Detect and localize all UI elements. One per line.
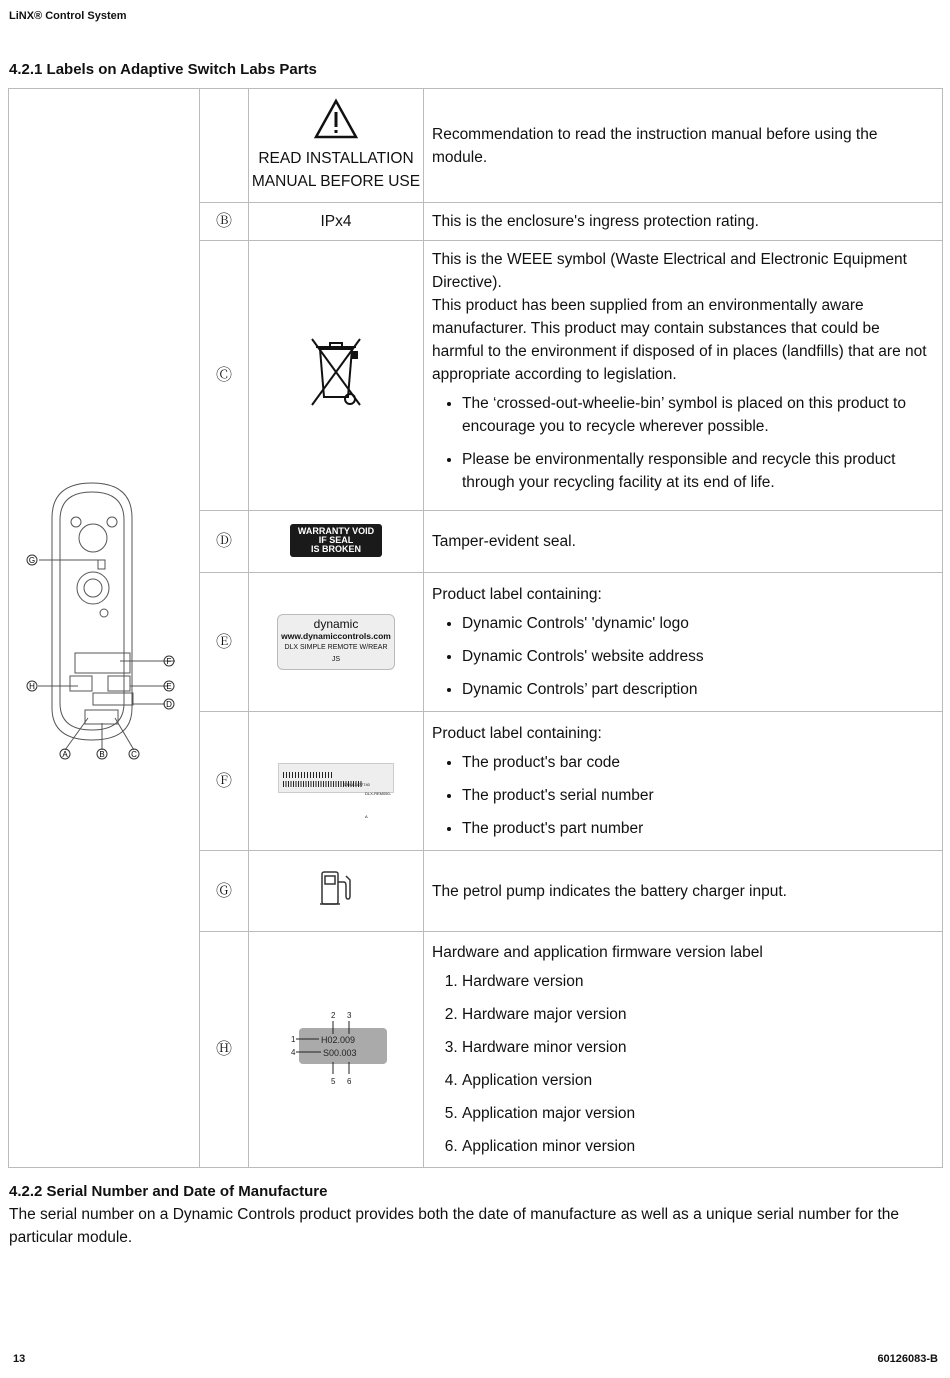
diagram-letter: G bbox=[28, 556, 36, 565]
row-letter: Ⓖ bbox=[200, 851, 249, 932]
desc-line: This is the WEEE symbol (Waste Electrical and Electronic Equipment Directive). bbox=[432, 250, 907, 291]
description: This is the enclosure's ingress protection rating. bbox=[424, 203, 943, 241]
running-header: LiNX® Control System bbox=[9, 10, 127, 22]
symbol-cell bbox=[249, 89, 424, 203]
desc-line: This product has been supplied from an environmentally aware manufacturer. This product may contain substances that could be harmful to the environment if disposed of in places (landfills) that are not appropriate according to legislation. bbox=[432, 296, 927, 383]
svg-text:H02.009: H02.009 bbox=[321, 1035, 356, 1045]
row-letter: Ⓒ bbox=[200, 241, 249, 511]
description: The petrol pump indicates the battery charger input. bbox=[424, 851, 943, 932]
svg-text:3: 3 bbox=[347, 1011, 352, 1020]
numbered-item: 5. Application major version bbox=[462, 1102, 934, 1125]
product-label: dynamic www.dynamiccontrols.com DLX SIMPLE REMOTE W/REAR JS bbox=[277, 614, 395, 670]
firmware-version-label bbox=[281, 1006, 391, 1086]
petrol-pump-icon bbox=[316, 868, 356, 908]
svg-text:S00.003: S00.003 bbox=[323, 1048, 357, 1058]
row-letter: Ⓗ bbox=[200, 932, 249, 1168]
row-letter: Ⓓ bbox=[200, 511, 249, 573]
table-row bbox=[9, 89, 943, 203]
description: Product label containing: • The product's bar code • The product's serial number • The product's part number bbox=[424, 712, 943, 851]
symbol-text: READ INSTALLATION MANUAL BEFORE USE bbox=[251, 150, 421, 190]
diagram-letter: A bbox=[62, 750, 68, 759]
bullet: • The product's part number bbox=[462, 817, 934, 840]
diagram-letter: E bbox=[166, 682, 172, 691]
row-letter: Ⓔ bbox=[200, 573, 249, 712]
document-number: 60126083-B bbox=[877, 1353, 938, 1365]
bullet: • Dynamic Controls’ part description bbox=[462, 678, 934, 701]
row-letter bbox=[200, 89, 249, 203]
page-number: 13 bbox=[13, 1353, 26, 1365]
row-letter: Ⓕ bbox=[200, 712, 249, 851]
symbol-cell bbox=[249, 241, 424, 511]
description bbox=[424, 241, 943, 511]
description: Recommendation to read the instruction manual before using the module. bbox=[424, 89, 943, 203]
diagram-letter: H bbox=[29, 682, 35, 691]
row-letter: Ⓑ bbox=[200, 203, 249, 241]
weee-bin-icon bbox=[308, 335, 364, 409]
svg-text:2: 2 bbox=[331, 1011, 336, 1020]
numbered-item: 2. Hardware major version bbox=[462, 1003, 934, 1026]
bullet: • Dynamic Controls' 'dynamic' logo bbox=[462, 612, 934, 635]
description: Tamper-evident seal. bbox=[424, 511, 943, 573]
description: Product label containing: • Dynamic Controls' 'dynamic' logo • Dynamic Controls' website address • Dynamic Controls’ part description bbox=[424, 573, 943, 712]
bullet: • Please be environmentally responsible and recycle this product through your recycling facility at its end of life. bbox=[462, 448, 934, 494]
bullet: • The product's bar code bbox=[462, 751, 934, 774]
section-heading: 4.2.1 Labels on Adaptive Switch Labs Parts bbox=[9, 61, 317, 78]
numbered-item: 3. Hardware minor version bbox=[462, 1036, 934, 1059]
diagram-letter: B bbox=[99, 750, 105, 759]
numbered-item: 4. Application version bbox=[462, 1069, 934, 1092]
numbered-item: 6. Application minor version bbox=[462, 1135, 934, 1158]
warranty-seal: WARRANTY VOID IF SEAL IS BROKEN bbox=[290, 524, 382, 557]
section-heading: 4.2.2 Serial Number and Date of Manufacture bbox=[9, 1183, 328, 1200]
labels-table bbox=[8, 88, 943, 1168]
numbered-item: 1. Hardware version bbox=[462, 970, 934, 993]
svg-text:4: 4 bbox=[291, 1048, 296, 1057]
symbol-cell bbox=[249, 932, 424, 1168]
bullet: • The ‘crossed-out-wheelie-bin’ symbol is placed on this product to encourage you to recycle wherever possible. bbox=[462, 392, 934, 438]
description: Hardware and application firmware version label 1. Hardware version 2. Hardware major version 3. Hardware minor version 4. Application version 5. Application major version 6. Application minor version bbox=[424, 932, 943, 1168]
symbol-text: IPx4 bbox=[249, 203, 424, 241]
symbol-cell bbox=[249, 851, 424, 932]
svg-text:1: 1 bbox=[291, 1035, 296, 1044]
paragraph: The serial number on a Dynamic Controls product provides both the date of manufacture as well as a unique serial number for the particular module. bbox=[9, 1206, 900, 1246]
barcode-label: S/N: A1477740 DLX-REM050-A bbox=[278, 763, 394, 793]
symbol-cell bbox=[249, 573, 424, 712]
device-diagram bbox=[9, 89, 200, 1168]
symbol-cell bbox=[249, 511, 424, 573]
svg-text:5: 5 bbox=[331, 1077, 336, 1086]
symbol-cell bbox=[249, 712, 424, 851]
device-drawing bbox=[10, 478, 198, 778]
bullet: • The product's serial number bbox=[462, 784, 934, 807]
diagram-letter: F bbox=[166, 657, 172, 666]
bullet: • Dynamic Controls' website address bbox=[462, 645, 934, 668]
diagram-letter: C bbox=[131, 750, 137, 759]
warning-triangle-icon bbox=[313, 98, 359, 140]
svg-text:6: 6 bbox=[347, 1077, 352, 1086]
diagram-letter: D bbox=[166, 700, 172, 709]
